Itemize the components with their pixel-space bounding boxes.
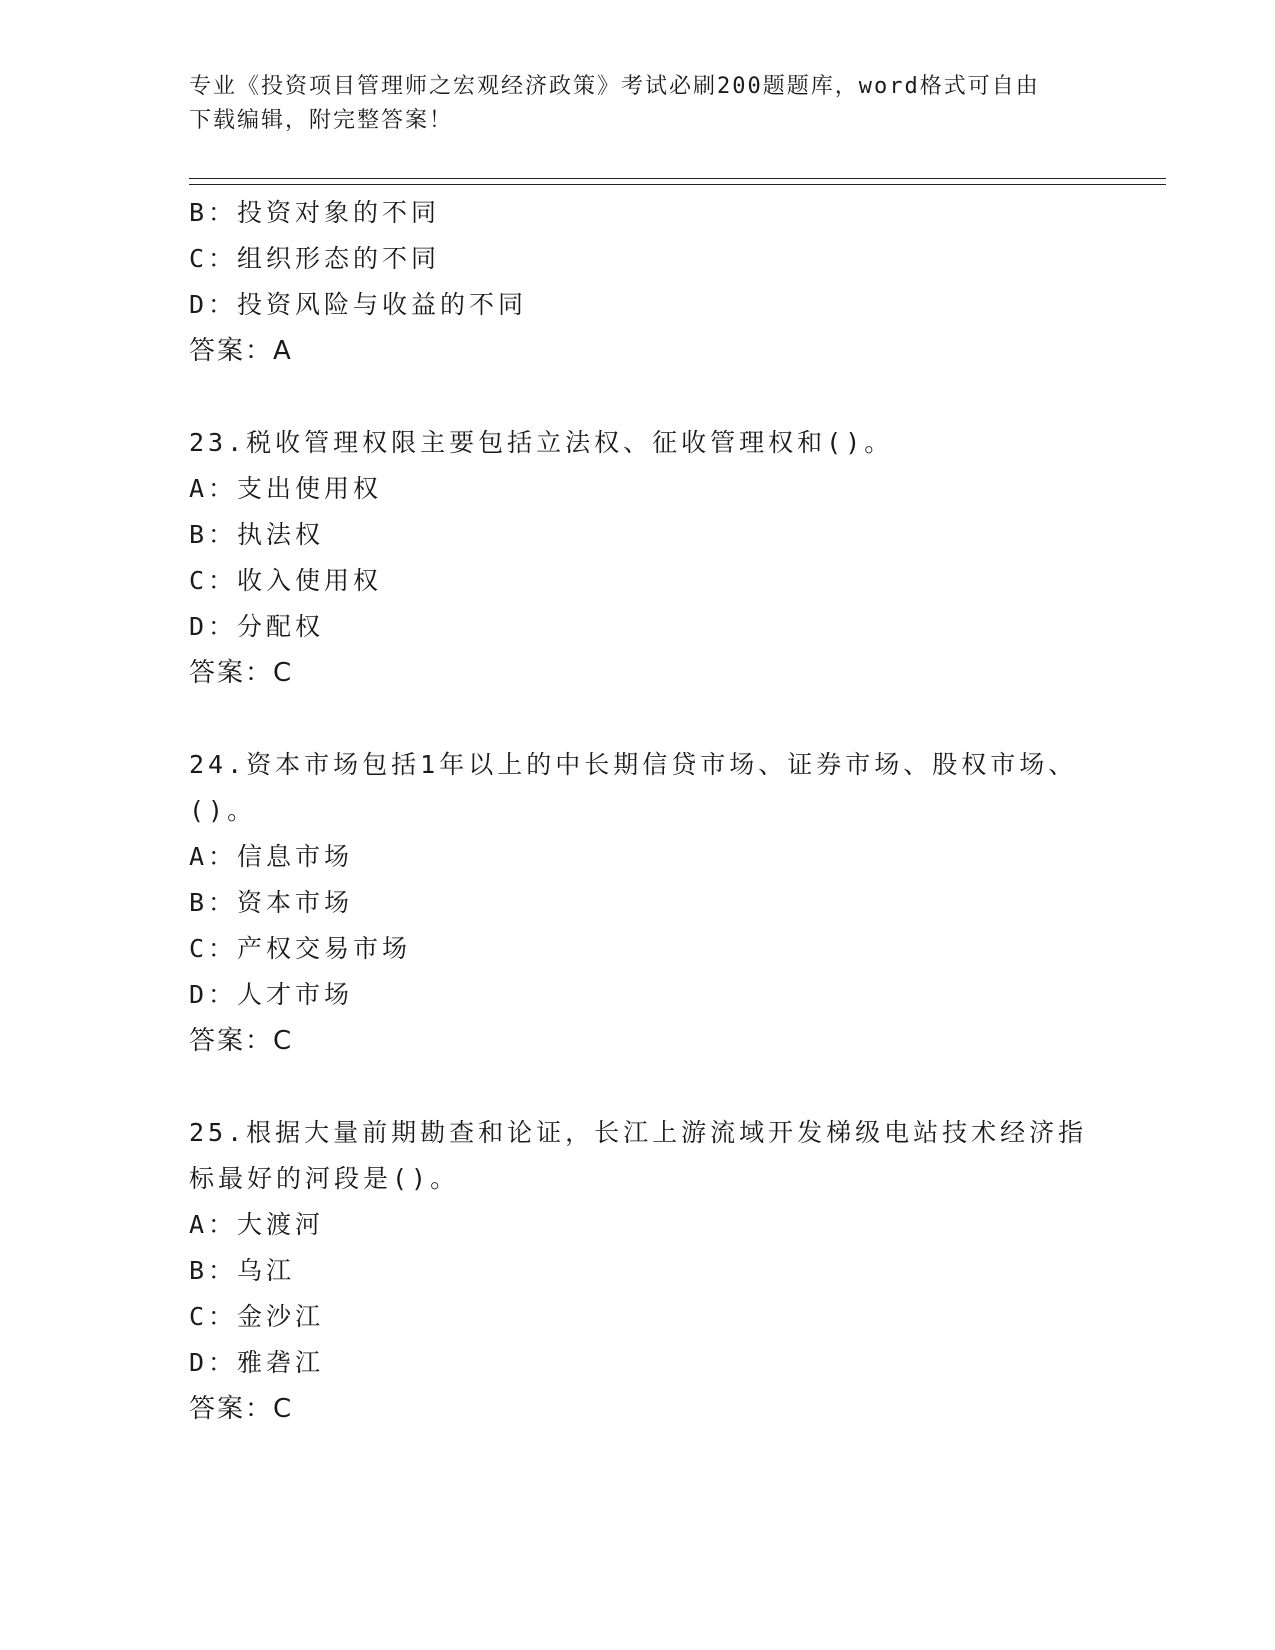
question-22-continued (189, 190, 1149, 374)
option-a: A：大渡河 (189, 1210, 325, 1239)
spacer (189, 374, 1149, 420)
question-stem: 25.根据大量前期勘查和论证，长江上游流域开发梯级电站技术经济指 (189, 1118, 1088, 1147)
option-b: B：执法权 (189, 520, 325, 549)
question-stem: 24.资本市场包括1年以上的中长期信贷市场、证券市场、股权市场、 (189, 750, 1078, 779)
option-c: C：收入使用权 (189, 566, 383, 595)
question-23 (189, 420, 1149, 696)
answer-line: 答案：C (189, 1026, 294, 1056)
option-b: B：乌江 (189, 1256, 296, 1285)
spacer (189, 696, 1149, 742)
option-c: C：产权交易市场 (189, 934, 412, 963)
header-divider-top (189, 178, 1166, 179)
option-d: D：分配权 (189, 612, 325, 641)
option-d: D：雅砻江 (189, 1348, 325, 1377)
question-stem-continued: 标最好的河段是()。 (189, 1164, 460, 1193)
option-a: A：信息市场 (189, 842, 354, 871)
header-divider-bottom (189, 184, 1166, 185)
answer-line: 答案：A (189, 336, 293, 366)
answer-line: 答案：C (189, 1394, 294, 1424)
header-line-2: 下载编辑，附完整答案！ (189, 108, 454, 133)
option-c: C：组织形态的不同 (189, 244, 441, 273)
option-d: D：人才市场 (189, 980, 354, 1009)
question-stem: 23.税收管理权限主要包括立法权、征收管理权和()。 (189, 428, 894, 457)
answer-line: 答案：C (189, 658, 294, 688)
spacer (189, 1064, 1149, 1110)
option-d: D：投资风险与收益的不同 (189, 290, 528, 319)
option-a: A：支出使用权 (189, 474, 383, 503)
option-b: B：投资对象的不同 (189, 198, 441, 227)
option-b: B：资本市场 (189, 888, 354, 917)
question-25 (189, 1110, 1149, 1432)
question-24 (189, 742, 1149, 1064)
question-list (189, 190, 1149, 1432)
option-c: C：金沙江 (189, 1302, 325, 1331)
document-header (189, 70, 1089, 138)
question-stem-continued: ()。 (189, 796, 257, 825)
header-line-1: 专业《投资项目管理师之宏观经济政策》考试必刷200题题库，word格式可自由 (189, 74, 1040, 99)
